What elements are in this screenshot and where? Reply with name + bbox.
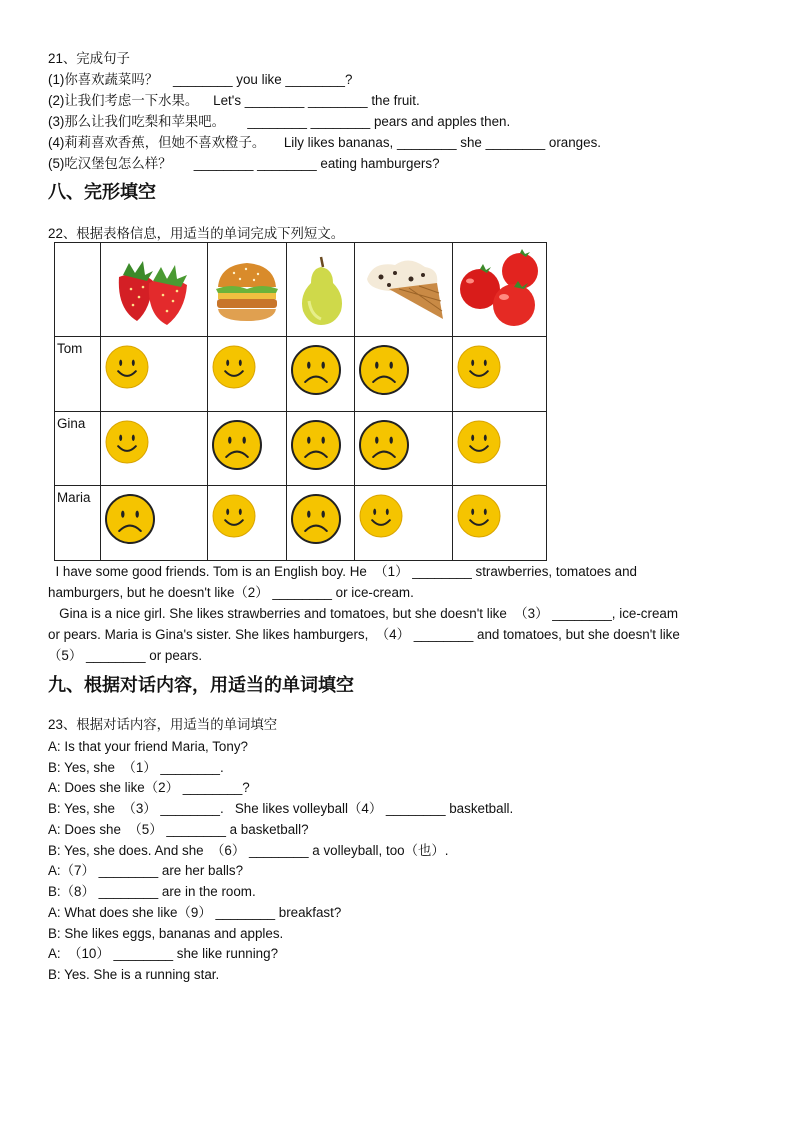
dialogue-line: A: Is that your friend Maria, Tony? — [48, 739, 248, 754]
food-header-row — [55, 243, 547, 337]
face-cell — [101, 337, 208, 412]
dialogue-line: B: Yes, she （3） ________. She likes volleyball（4） ________ basketball. — [48, 801, 514, 816]
person-name: Tom — [57, 341, 83, 356]
face-cell — [208, 412, 287, 486]
smiley-face-icon — [355, 486, 452, 560]
food-cell — [208, 243, 287, 337]
dialogue-line: A: What does she like（9） ________ breakfast? — [48, 905, 342, 920]
sad-face-icon — [101, 486, 207, 560]
table-row-tom — [55, 337, 547, 412]
smiley-face-icon — [101, 337, 207, 411]
face-cell — [101, 412, 208, 486]
table-row-gina — [55, 412, 547, 486]
face-cell — [453, 486, 547, 561]
face-cell — [287, 412, 355, 486]
q21-line-4: (4)莉莉喜欢香蕉，但她不喜欢橙子。 Lily likes bananas, ________ she ________ oranges. — [48, 135, 601, 150]
ice-cream-icon — [359, 249, 449, 329]
dialogue-line: B: Yes, she does. And she （6） ________ a volleyball, too（也）. — [48, 843, 449, 858]
q22-passage-line-4: or pears. Maria is Gina's sister. She likes hamburgers, （4） ________ and tomatoes, but she doesn't like — [48, 627, 680, 642]
dialogue-line: B:（8） ________ are in the room. — [48, 884, 256, 899]
smiley-face-icon — [101, 412, 207, 485]
q22-passage-line-5: （5） ________ or pears. — [48, 648, 203, 663]
face-cell — [208, 486, 287, 561]
section-8-heading: 八、完形填空 — [48, 182, 156, 203]
food-cell — [453, 243, 547, 337]
name-cell — [55, 412, 101, 486]
q21-line-3: (3)那么让我们吃梨和苹果吧。 ________ ________ pears and apples then. — [48, 114, 511, 129]
dialogue-line: A: （10） ________ she like running? — [48, 946, 279, 961]
face-cell — [355, 412, 453, 486]
q21-line-5: (5)吃汉堡包怎么样？ ________ ________ eating hamburgers? — [48, 156, 440, 171]
sad-face-icon — [287, 486, 354, 560]
q22-passage-line-2: hamburgers, but he doesn't like（2） ________ or ice-cream. — [48, 585, 414, 600]
food-cell — [287, 243, 355, 337]
person-name: Gina — [57, 416, 86, 431]
name-cell — [55, 486, 101, 561]
name-cell — [55, 337, 101, 412]
dialogue-line: A: Does she （5） ________ a basketball? — [48, 822, 309, 837]
dialogue-line: B: Yes, she （1） ________. — [48, 760, 224, 775]
person-name: Maria — [57, 490, 91, 505]
section-9-heading: 九、根据对话内容，用适当的单词填空 — [48, 675, 354, 696]
face-cell — [355, 337, 453, 412]
dialogue-line: A:（7） ________ are her balls? — [48, 863, 244, 878]
q21-title: 21、完成句子 — [48, 51, 130, 66]
sad-face-icon — [208, 412, 286, 485]
q22-title: 22、根据表格信息，用适当的单词完成下列短文。 — [48, 226, 345, 241]
face-cell — [453, 337, 547, 412]
face-cell — [287, 337, 355, 412]
q23-title: 23、根据对话内容，用适当的单词填空 — [48, 717, 278, 732]
sad-face-icon — [287, 337, 354, 411]
face-cell — [101, 486, 208, 561]
smiley-face-icon — [208, 486, 286, 560]
preference-table — [54, 242, 547, 561]
food-cell — [355, 243, 453, 337]
hamburger-icon — [212, 249, 282, 329]
strawberry-icon — [109, 249, 199, 329]
q21-line-2: (2)让我们考虑一下水果。 Let's ________ ________ the fruit. — [48, 93, 420, 108]
corner-cell — [55, 243, 101, 337]
table-row-maria — [55, 486, 547, 561]
face-cell — [355, 486, 453, 561]
food-cell — [101, 243, 208, 337]
smiley-face-icon — [208, 337, 286, 411]
smiley-face-icon — [453, 486, 546, 560]
sad-face-icon — [355, 412, 452, 485]
smiley-face-icon — [453, 412, 546, 485]
q22-passage-line-3: Gina is a nice girl. She likes strawberries and tomatoes, but she doesn't like （3） ________, ice-cream — [48, 606, 678, 621]
sad-face-icon — [355, 337, 452, 411]
face-cell — [208, 337, 287, 412]
dialogue-line: A: Does she like（2） ________? — [48, 780, 250, 795]
q21-line-1: (1)你喜欢蔬菜吗？ ________ you like ________? — [48, 72, 353, 87]
face-cell — [453, 412, 547, 486]
pear-icon — [291, 249, 351, 329]
dialogue-line: B: Yes. She is a running star. — [48, 967, 220, 982]
dialogue-line: B: She likes eggs, bananas and apples. — [48, 926, 284, 941]
smiley-face-icon — [453, 337, 546, 411]
tomato-icon — [456, 249, 544, 329]
q22-passage-line-1: I have some good friends. Tom is an English boy. He （1） ________ strawberries, tomatoes and — [48, 564, 638, 579]
sad-face-icon — [287, 412, 354, 485]
face-cell — [287, 486, 355, 561]
